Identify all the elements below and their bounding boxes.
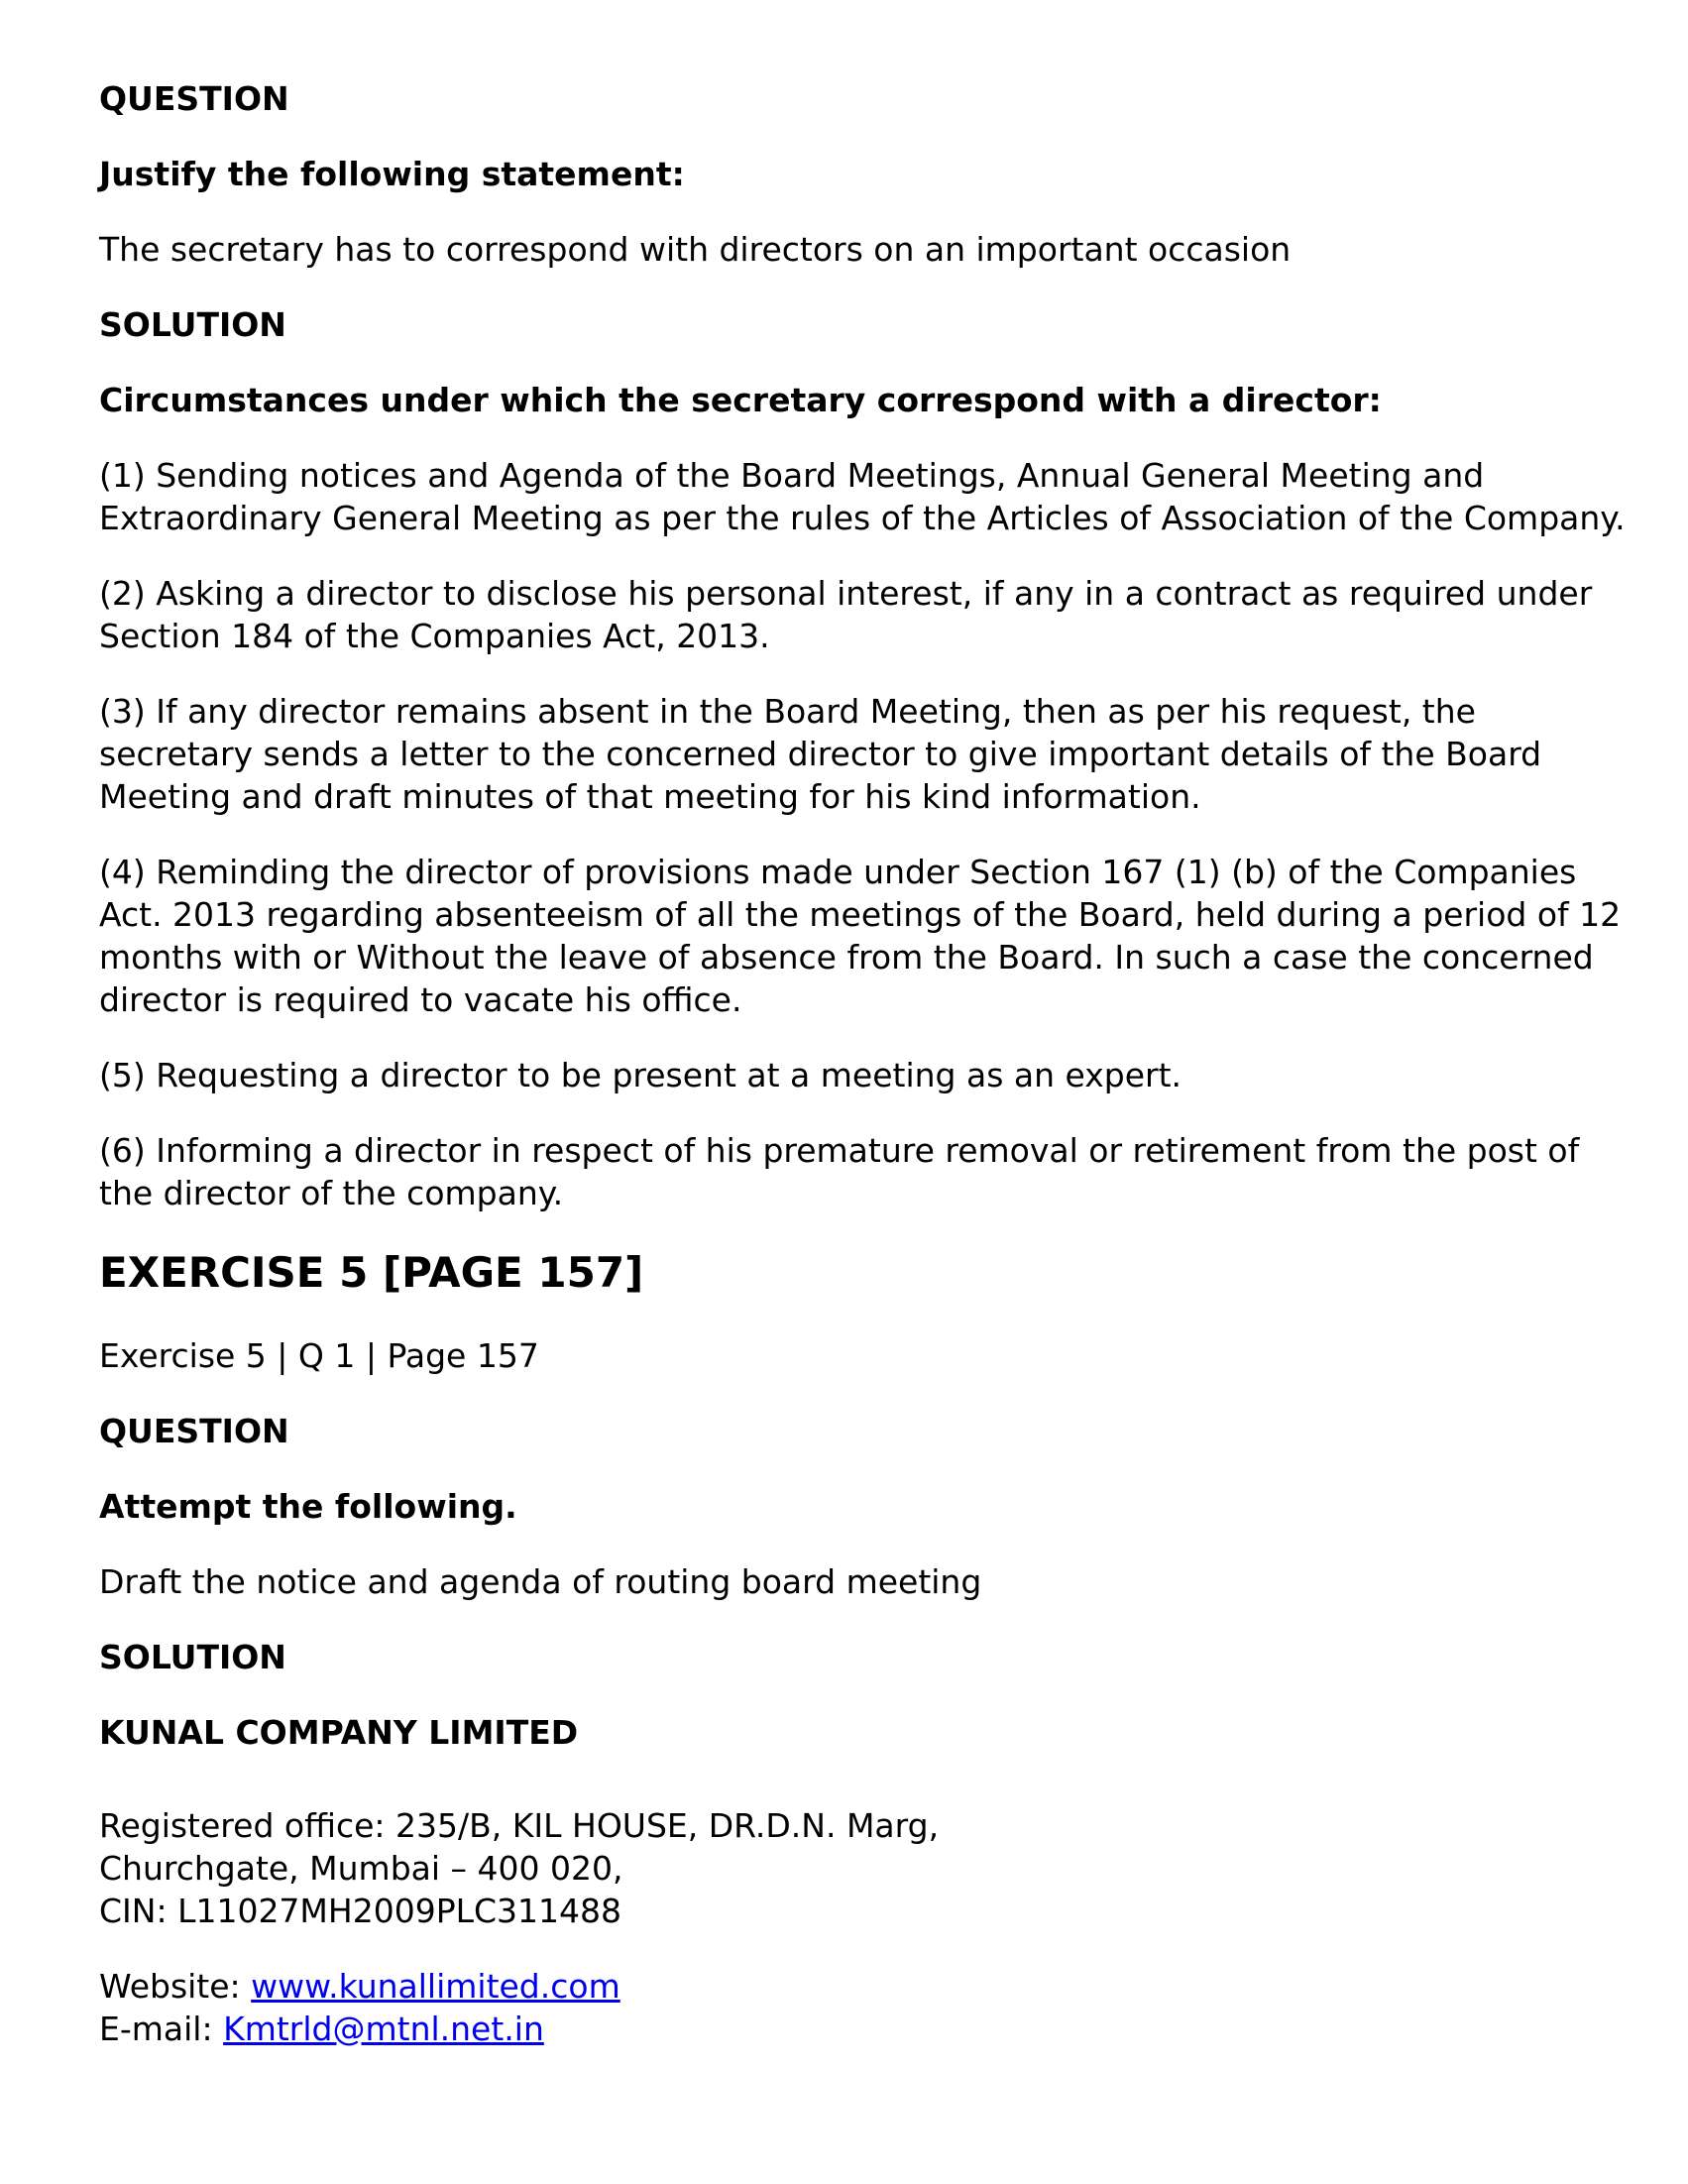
cin-line: CIN: L11027MH2009PLC311488: [99, 1892, 622, 1930]
exercise-solution-label: SOLUTION: [99, 1638, 286, 1676]
solution-point: (1) Sending notices and Agenda of the Board Meetings, Annual General Meeting and Extraordinary General Meeting as per the rules of the Articles of Association of the Company.: [99, 456, 1626, 537]
solution-point: (2) Asking a director to disclose his personal interest, if any in a contract as required under Section 184 of the Companies Act, 2013.: [99, 574, 1593, 655]
solution-label: SOLUTION: [99, 305, 286, 344]
address-line: Registered office: 235/B, KIL HOUSE, DR.D.N. Marg,: [99, 1806, 940, 1845]
question-instruction: Justify the following statement:: [99, 155, 685, 193]
email-label: E-mail:: [99, 2010, 224, 2048]
solution-point: (4) Reminding the director of provisions made under Section 167 (1) (b) of the Companies Act. 2013 regarding absenteeism of all the meetings of the Board, held during a period of 12 months with or Without the leave of absence from the Board. In such a case the concerned director is required to vacate his office.: [99, 853, 1622, 1019]
email-link[interactable]: Kmtrld@mtnl.net.in: [223, 2010, 544, 2048]
solution-point: (6) Informing a director in respect of his premature removal or retirement from the post of the director of the company.: [99, 1131, 1580, 1212]
company-name: KUNAL COMPANY LIMITED: [99, 1713, 579, 1752]
exercise-title: EXERCISE 5 [PAGE 157]: [99, 1248, 644, 1297]
document-page: [99, 77, 1626, 2083]
website-label: Website:: [99, 1967, 252, 2006]
question-statement: The secretary has to correspond with directors on an important occasion: [99, 230, 1292, 269]
company-contact: [99, 1965, 1626, 2050]
solution-point: (5) Requesting a director to be present at a meeting as an expert.: [99, 1056, 1182, 1094]
exercise-instruction: Attempt the following.: [99, 1487, 517, 1526]
solution-heading: Circumstances under which the secretary correspond with a director:: [99, 381, 1382, 419]
solution-point: (3) If any director remains absent in the Board Meeting, then as per his request, the secretary sends a letter to the concerned director to give important details of the Board Meeting and draft minutes of that meeting for his kind information.: [99, 692, 1542, 816]
website-line: [99, 1965, 1626, 2008]
exercise-statement: Draft the notice and agenda of routing board meeting: [99, 1562, 982, 1601]
email-line: [99, 2008, 1626, 2050]
question-label: QUESTION: [99, 79, 289, 118]
exercise-reference: Exercise 5 | Q 1 | Page 157: [99, 1336, 539, 1375]
exercise-question-label: QUESTION: [99, 1412, 289, 1450]
website-link[interactable]: www.kunallimited.com: [251, 1967, 620, 2006]
address-line: Churchgate, Mumbai – 400 020,: [99, 1849, 623, 1888]
company-address: [99, 1804, 1626, 1932]
